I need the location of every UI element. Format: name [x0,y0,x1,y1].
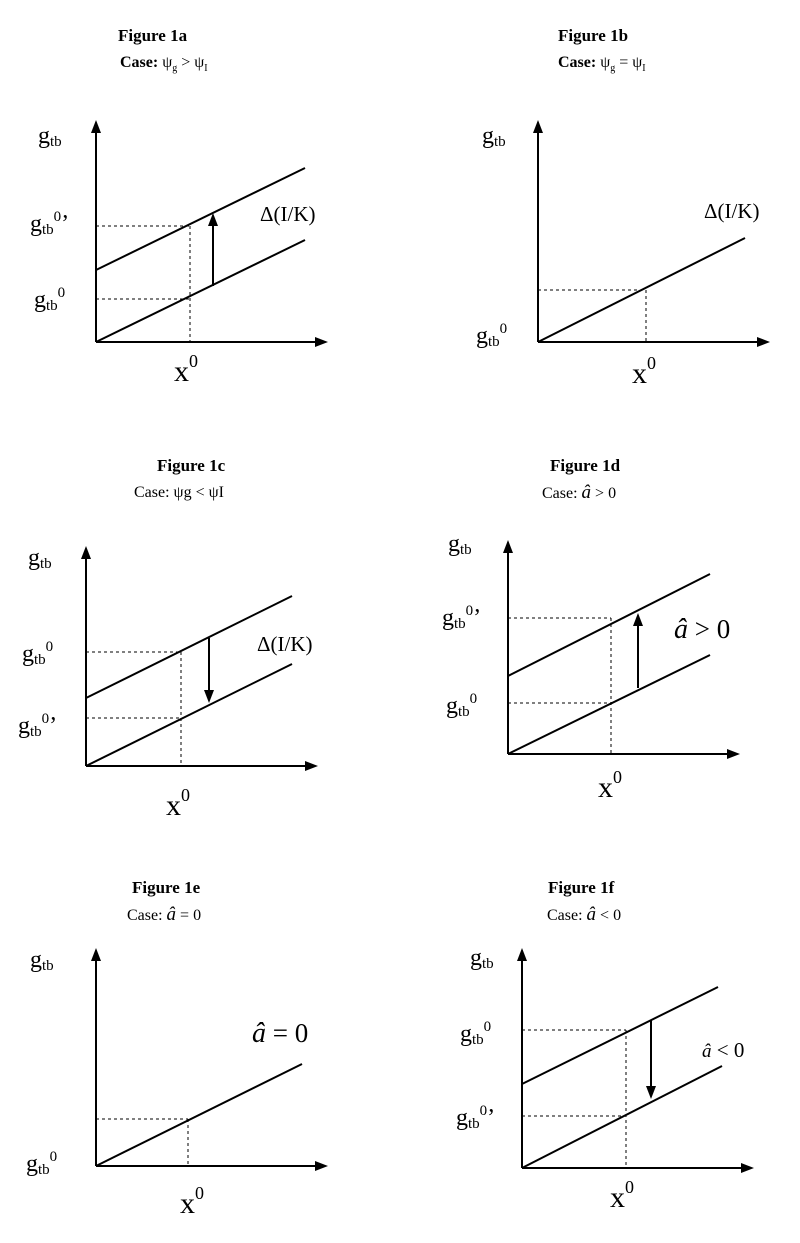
lower-intercept-label: $g_{tb}^0$’ [456,1103,496,1132]
shift-label: Δ(I/K) [260,202,316,226]
upper-intercept-label: $g_{tb}^0$’ [30,209,70,238]
figure-1a [0,0,400,414]
shift-label: â > 0 [674,614,731,645]
intercept-label: $g_{tb}^0$ [26,1149,58,1178]
figure-title: Figure 1e [132,878,201,897]
figure-title: Figure 1f [548,878,615,897]
shift-label: â < 0 [702,1038,745,1062]
diagram-1c [0,414,400,828]
figure-title: Figure 1d [550,456,621,475]
case-label: Case: â < 0 [547,904,622,925]
x-axis-arrowhead [727,749,740,759]
x-axis-arrowhead [315,337,328,347]
figure-1b [400,0,800,414]
y-axis-arrowhead [91,120,101,133]
lower-line [522,1066,722,1168]
y-axis-arrowhead [91,948,101,961]
y-axis-label: $g_{tb}$ [482,123,506,150]
figure-title: Figure 1a [118,26,188,45]
y-axis-arrowhead [533,120,543,133]
shift-label: â = 0 [252,1018,309,1049]
lower-line [508,655,710,754]
shift-label: Δ(I/K) [257,632,313,656]
x-axis-label: $x^0$ [632,353,656,390]
x-axis-label: $x^0$ [180,1183,204,1220]
shift-label: Δ(I/K) [704,199,760,223]
shift-arrowhead [646,1086,656,1099]
single-line [96,1064,302,1166]
y-axis-arrowhead [81,546,91,559]
figure-1d [400,414,800,828]
case-label: Case: â > 0 [542,482,617,503]
y-axis-label: $g_{tb}$ [38,123,62,150]
figure-1e [0,828,400,1242]
lower-intercept-label: $g_{tb}^0$’ [18,711,58,740]
x-axis-arrowhead [741,1163,754,1173]
shift-arrowhead [204,690,214,703]
x-axis-arrowhead [315,1161,328,1171]
upper-intercept-label: $g_{tb}^0$ [22,639,54,668]
x-axis-label: $x^0$ [610,1177,634,1214]
x-axis-arrowhead [305,761,318,771]
upper-intercept-label: $g_{tb}^0$ [460,1019,492,1048]
diagram-1e [0,828,400,1242]
lower-intercept-label: $g_{tb}^0$ [446,691,478,720]
y-axis-label: $g_{tb}$ [470,945,494,972]
upper-line [522,987,718,1084]
x-axis-arrowhead [757,337,770,347]
case-label: Case: â = 0 [127,904,202,925]
y-axis-label: $g_{tb}$ [30,947,54,974]
shift-arrowhead [633,613,643,626]
figure-1f [400,828,800,1242]
diagram-1a [0,0,400,414]
y-axis-label: $g_{tb}$ [448,531,472,558]
figure-title: Figure 1c [157,456,226,475]
y-axis-label: $g_{tb}$ [28,545,52,572]
x-axis-label: $x^0$ [598,767,622,804]
case-label: Case: ψg < ψI [134,484,224,501]
case-label: Case: $\psi_g = \psi_I$ [558,54,646,75]
lower-line [86,664,292,766]
x-axis-label: $x^0$ [166,785,190,822]
figure-1c [0,414,400,828]
case-label: Case: $\psi_g > \psi_I$ [120,54,208,75]
upper-intercept-label: $g_{tb}^0$’ [442,603,482,632]
figure-title: Figure 1b [558,26,629,45]
y-axis-arrowhead [503,540,513,553]
x-axis-label: $x^0$ [174,351,198,388]
lower-intercept-label: $g_{tb}^0$ [34,285,66,314]
y-axis-arrowhead [517,948,527,961]
intercept-label: $g_{tb}^0$ [476,321,508,350]
